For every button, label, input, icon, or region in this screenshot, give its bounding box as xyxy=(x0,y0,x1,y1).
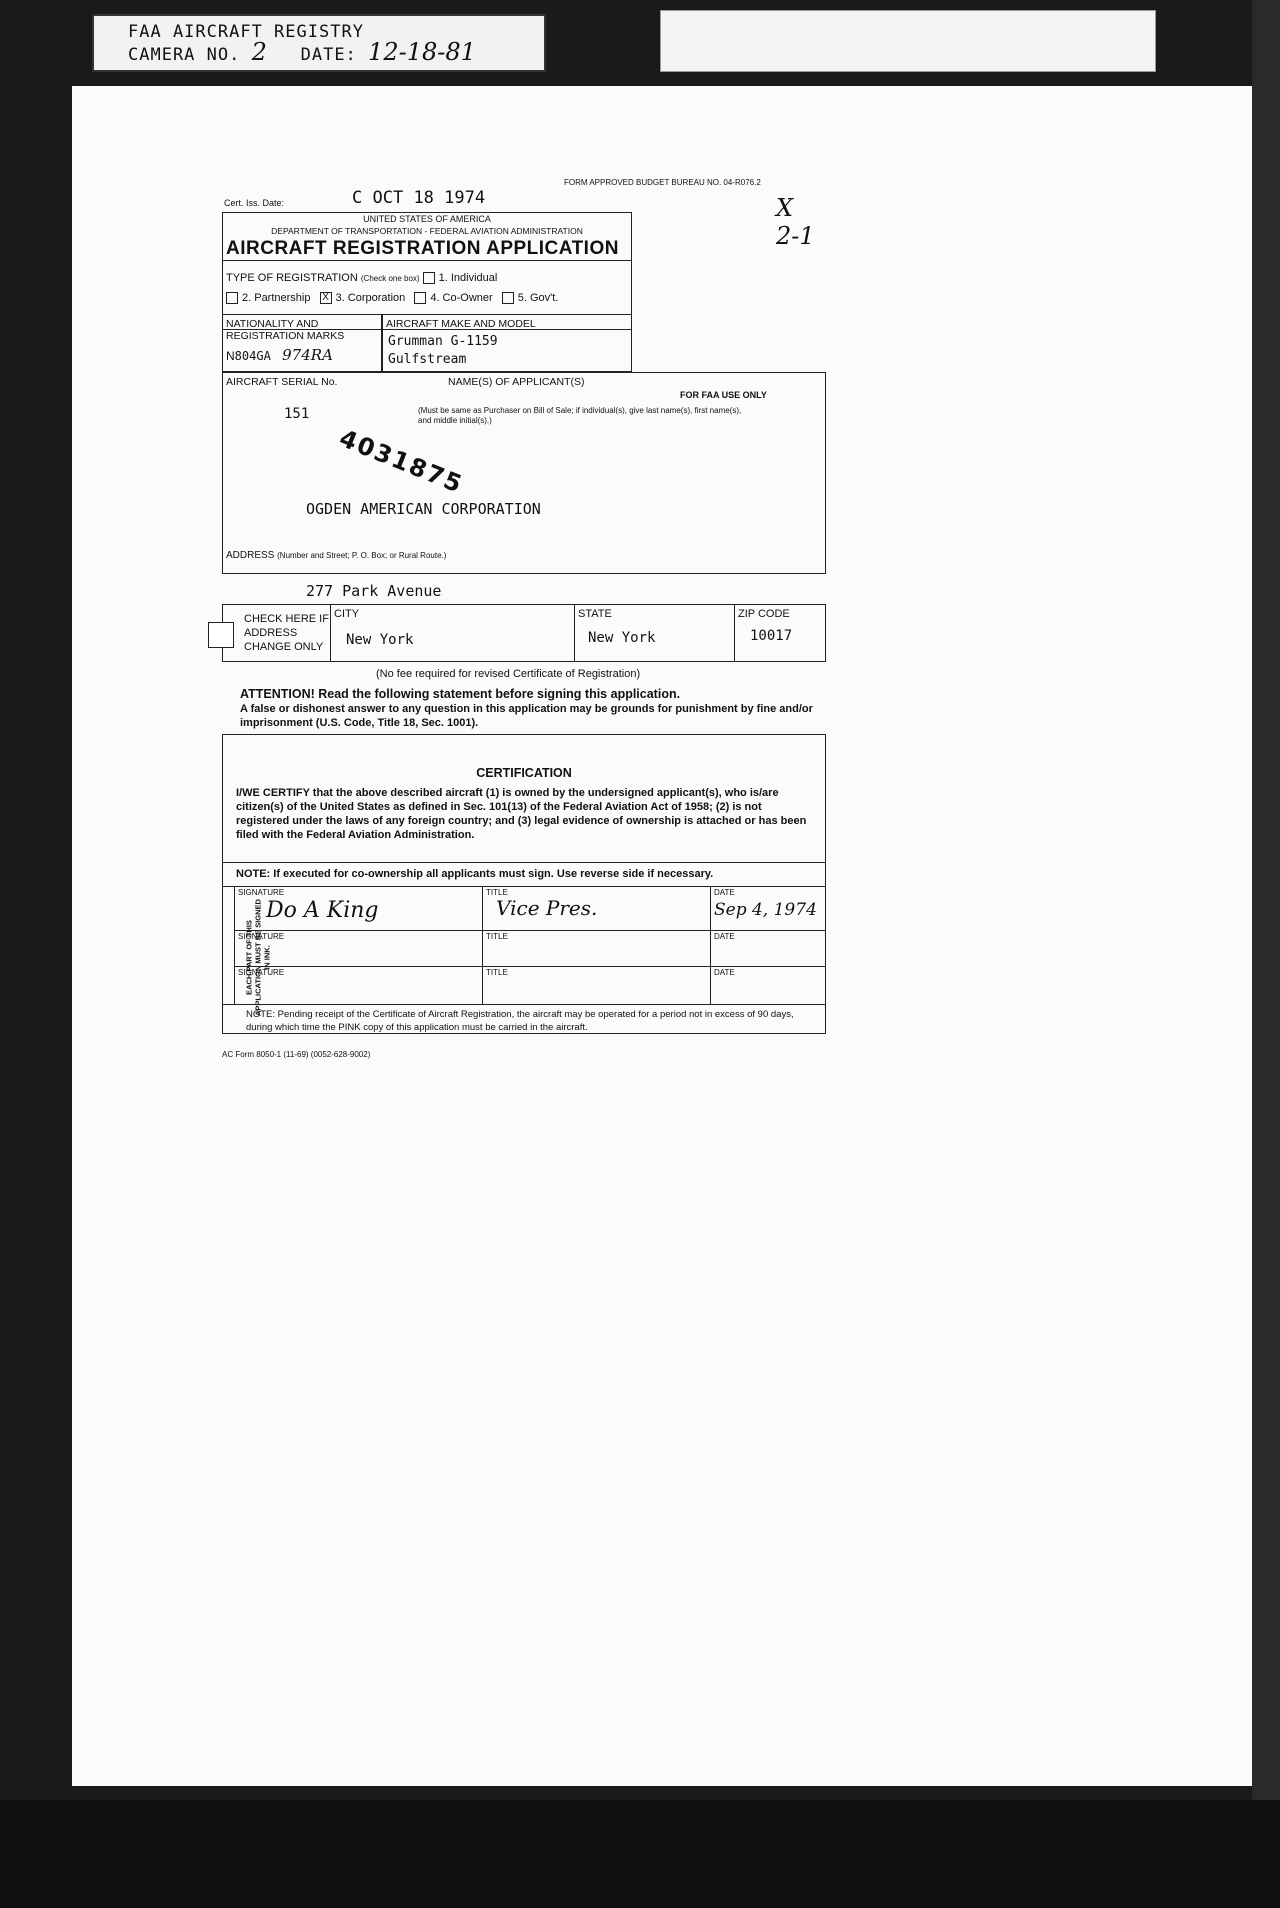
camera-label: CAMERA NO. xyxy=(128,45,241,65)
registration-form xyxy=(196,174,832,1112)
attention-heading: ATTENTION! Read the following statement before signing this application. xyxy=(240,687,681,701)
nationality-label-2: REGISTRATION MARKS xyxy=(226,330,345,342)
form-id: AC Form 8050-1 (11-69) (0052-628-9002) xyxy=(222,1050,371,1059)
form-title: AIRCRAFT REGISTRATION APPLICATION xyxy=(226,238,619,259)
attention-body: A false or dishonest answer to any question in this application may be grounds for punishment by fine and/or imprisonment (U.S. Code, Title 18, Sec. 1001). xyxy=(240,703,813,729)
side-label: EACH PART OF THIS APPLICATION MUST BE SIGNED IN INK. xyxy=(244,899,272,1016)
sign-note: NOTE: If executed for co-ownership all applicants must sign. Use reverse side if necessary. xyxy=(236,868,714,880)
checkbox-co-owner[interactable] xyxy=(414,292,426,304)
type-row-2 xyxy=(226,292,558,304)
checkbox-individual[interactable] xyxy=(423,272,435,284)
scan-edge-bottom xyxy=(0,1800,1280,1908)
city-label: CITY xyxy=(334,608,360,620)
state-value: New York xyxy=(588,630,656,646)
address-label: ADDRESS xyxy=(226,550,275,561)
margin-note: X 2-1 xyxy=(776,194,815,250)
date-1: Sep 4, 1974 xyxy=(714,900,817,920)
camera-number: 2 xyxy=(251,38,267,66)
address-hint: (Number and Street; P. O. Box; or Rural Route.) xyxy=(277,551,447,560)
stamp-number: 4031875 xyxy=(335,424,468,499)
make-line2: Gulfstream xyxy=(388,352,467,367)
zip-value: 10017 xyxy=(750,628,793,644)
title-1: Vice Pres. xyxy=(496,896,598,920)
applicant-box xyxy=(222,372,826,574)
applicant-name: OGDEN AMERICAN CORPORATION xyxy=(306,500,541,518)
blank-label xyxy=(660,10,1156,72)
signature-label-1: SIGNATURE xyxy=(238,888,285,897)
street-address: 277 Park Avenue xyxy=(306,582,442,600)
registry-line1: FAA AIRCRAFT REGISTRY xyxy=(128,22,364,42)
address-change-checkbox[interactable] xyxy=(208,622,234,648)
department: DEPARTMENT OF TRANSPORTATION - FEDERAL AVIATION ADMINISTRATION xyxy=(271,226,583,236)
cert-date: OCT 18 1974 xyxy=(372,188,486,208)
checkbox-govt[interactable] xyxy=(502,292,514,304)
opt-partnership: 2. Partnership xyxy=(242,292,311,304)
cert-iss-date-label: Cert. Iss. Date: xyxy=(224,198,285,208)
registry-label xyxy=(92,14,546,72)
type-row xyxy=(226,272,497,284)
title-label-1: TITLE xyxy=(486,888,508,897)
checkbox-partnership[interactable] xyxy=(226,292,238,304)
title-label-2: TITLE xyxy=(486,932,508,941)
zip-label: ZIP CODE xyxy=(738,608,790,620)
nationality-label xyxy=(226,318,344,342)
nationality-label-1: NATIONALITY AND xyxy=(226,318,319,330)
city-value: New York xyxy=(346,632,414,648)
type-hint: (Check one box) xyxy=(360,274,420,283)
certification-heading: CERTIFICATION xyxy=(476,766,572,780)
signature-label-2: SIGNATURE xyxy=(238,932,285,941)
serial-number: 151 xyxy=(284,406,310,422)
opt-corporation: 3. Corporation xyxy=(335,292,406,304)
scan-edge-right xyxy=(1252,0,1280,1908)
make-line1: Grumman G-1159 xyxy=(388,334,498,349)
bottom-note: NOTE: Pending receipt of the Certificate of Aircraft Registration, the aircraft may be operated for a period not in excess of 90 days, during which time the PINK copy of this application must be carried in the aircraft. xyxy=(246,1009,794,1033)
date-label: DATE: xyxy=(300,45,357,65)
checkbox-corporation[interactable]: X xyxy=(320,292,332,304)
registry-date: 12-18-81 xyxy=(368,38,476,66)
opt-individual: 1. Individual xyxy=(438,272,498,284)
state-label: STATE xyxy=(578,608,612,620)
check-label: CHECK HERE IF ADDRESS CHANGE ONLY xyxy=(244,613,329,653)
signature-label-3: SIGNATURE xyxy=(238,968,285,977)
cert-iss-date xyxy=(352,188,485,208)
faa-use: FOR FAA USE ONLY xyxy=(680,390,767,400)
names-hint: (Must be same as Purchaser on Bill of Sale; if individual(s), give last name(s), first name(s), and middle initial(s).) xyxy=(418,406,742,425)
reg-marks: 804GA xyxy=(234,349,271,363)
reg-marks-row xyxy=(226,346,333,364)
date-label-3: DATE xyxy=(714,968,735,977)
signature-1: Do A King xyxy=(266,898,379,923)
cert-prefix: C xyxy=(352,188,363,208)
date-label-1: DATE xyxy=(714,888,735,897)
n-prefix: N xyxy=(226,349,235,363)
reg-marks-hand: 974RA xyxy=(282,346,333,364)
serial-label: AIRCRAFT SERIAL No. xyxy=(226,376,338,388)
certification-body: I/WE CERTIFY that the above described aircraft (1) is owned by the undersigned applicant(s), who is/are citizen(s) of the United States as defined in Sec. 101(13) of the Federal Aviation Act of 1958; (2) is not registered under the laws of any foreign country; and (3) legal evidence of ownership is attached or has been filed with the Federal Aviation Administration. xyxy=(236,787,807,841)
title-label-3: TITLE xyxy=(486,968,508,977)
make-label: AIRCRAFT MAKE AND MODEL xyxy=(386,318,536,330)
opt-co-owner: 4. Co-Owner xyxy=(430,292,493,304)
opt-govt: 5. Gov't. xyxy=(517,292,559,304)
date-label-2: DATE xyxy=(714,932,735,941)
country: UNITED STATES OF AMERICA xyxy=(363,214,491,224)
address-row xyxy=(226,550,446,561)
no-fee-note: (No fee required for revised Certificate of Registration) xyxy=(376,668,641,680)
budget-number: FORM APPROVED BUDGET BUREAU NO. 04-R076.2 xyxy=(564,178,761,187)
names-label: NAME(S) OF APPLICANT(S) xyxy=(448,376,585,388)
type-label: TYPE OF REGISTRATION xyxy=(226,272,358,284)
